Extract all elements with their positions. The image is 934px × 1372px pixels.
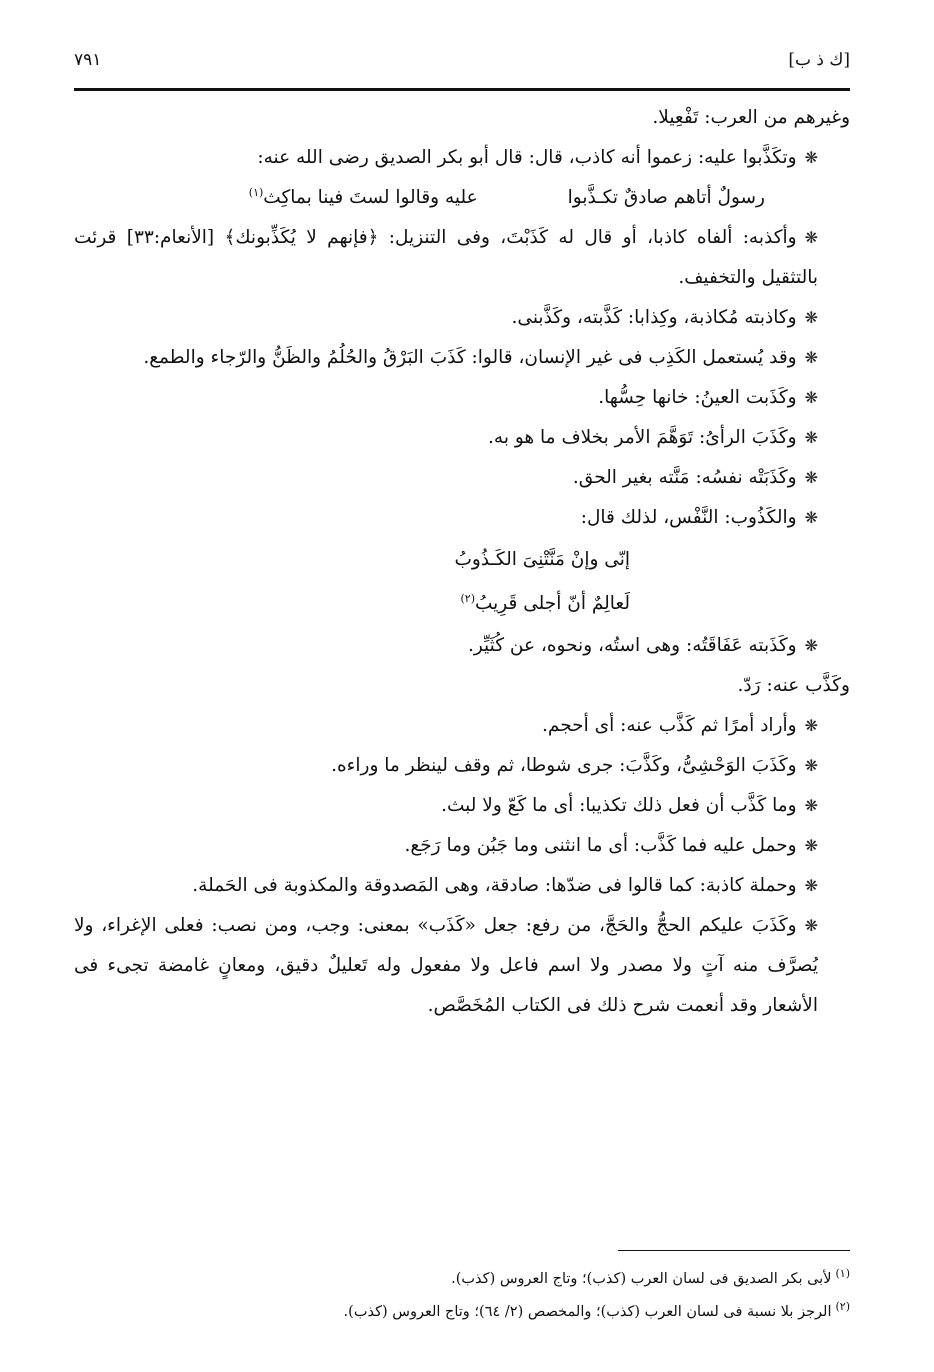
footnote-ref: (٢) (460, 591, 475, 605)
paragraph: ❋وحمل عليه فما كَذَّب: أى ما انثنى وما جَبُن وما رَجَع. (404, 835, 818, 856)
paragraph-marker-icon: ❋ (804, 388, 818, 407)
paragraph: ❋وكَذَبَ عليكم الحجُّ والحَجَّ، من رفع: جعل «كَذَب» بمعنى: وجب، ومن نصب: فعلى الإغراء، ولا يُصرَّف منه آتٍ ولا مصدر ولا اسم فاعل ولا مفعول وله تَعليلٌ دقيق، ومعانٍ غامضة تجىء فى الأشعار وقد أنعمت شرح ذلك فى الكتاب المُخَصَّص. (74, 915, 818, 1016)
footnote-mark: (٢) (835, 1299, 850, 1313)
paragraph-marker-icon: ❋ (804, 716, 818, 735)
paragraph-marker-icon: ❋ (804, 428, 818, 447)
book-page (74, 40, 850, 1340)
root-heading: [ك ذ ب] (788, 50, 850, 70)
paragraph: ❋وأراد أمرًا ثم كَذَّب عنه: أى أحجم. (542, 715, 818, 736)
footnotes (74, 1260, 850, 1326)
paragraph: ❋والكَذُوب: النَّفْس، لذلك قال: (580, 507, 818, 528)
paragraph: ❋وكَذَبَ الوَحْشِىُّ، وكَذَّبَ: جرى شوطا، ثم وقف لينظر ما وراءه. (331, 755, 818, 776)
paragraph: وكَذَّب عنه: رَدّ. (737, 675, 850, 696)
paragraph-marker-icon: ❋ (804, 508, 818, 527)
paragraph-marker-icon: ❋ (804, 228, 819, 247)
footnote: $^{(١)}$لأبى بكر الصديق فى لسان العرب (كذب)؛ وتاج العروس (كذب). (451, 1267, 850, 1287)
footnote-mark: (١) (835, 1267, 850, 1280)
paragraph: ❋وقد يُستعمل الكَذِب فى غير الإنسان، قالوا: كَذَبَ البَرْقُ والحُلُمُ والظَنُّ والرّجاء والطمع. (143, 347, 818, 368)
page-header (74, 50, 850, 80)
header-rule (74, 88, 850, 91)
verse-line: إنّى وإنْ مَنَّتْنِىَ الكَـذُوبُ (454, 549, 630, 570)
footnote-rule (618, 1250, 850, 1251)
paragraph-marker-icon: ❋ (804, 348, 818, 367)
paragraph: وغيرهم من العرب: تَفْعِيلا. (652, 107, 850, 128)
paragraph-marker-icon: ❋ (804, 148, 818, 167)
paragraph-marker-icon: ❋ (804, 916, 818, 935)
footnote: $^{(٢)}$الرجز بلا نسبة فى لسان العرب (كذب)؛ والمخصص (٢/ ٦٤)؛ وتاج العروس (كذب). (343, 1299, 850, 1320)
verse-hemistich-right: رسولٌ أتاهم صادقٌ تكـذَّبوا (567, 187, 765, 208)
paragraph: ❋وكاذبته مُكاذبة، وكِذابا: كَذَّبته، وكَذَّبنى. (511, 307, 818, 328)
verse-line (74, 178, 850, 218)
paragraph-marker-icon: ❋ (804, 308, 818, 327)
paragraph-marker-icon: ❋ (804, 756, 818, 775)
paragraph: ❋وكَذَبته عَفَاقَتُه: وهى استُه، ونحوه، عن كُثَيِّر. (467, 635, 818, 656)
paragraph: ❋وأكذبه: ألفاه كاذبا، أو قال له كَذَبْتَ، وفى التنزيل: ﴿فإنهم لا يُكَذِّبونك﴾ [الأنعام:٣٣] قرئت بالتثقيل والتخفيف. (74, 227, 819, 288)
paragraph: ❋وكَذَبت العينُ: خانها حِسُّها. (598, 387, 818, 408)
paragraph: ❋وكَذَبَ الرأىُ: تَوَهَّمَ الأمر بخلاف ما هو به. (488, 427, 818, 448)
paragraph-marker-icon: ❋ (804, 876, 818, 895)
paragraph: ❋وتكَذَّبوا عليه: زعموا أنه كاذب، قال: قال أبو بكر الصديق رضى الله عنه: (257, 147, 818, 168)
paragraph-marker-icon: ❋ (804, 636, 818, 655)
paragraph: ❋وكَذَبَتْه نفسُه: مَنَّته بغير الحق. (572, 467, 818, 488)
paragraph-marker-icon: ❋ (804, 836, 818, 855)
paragraph-marker-icon: ❋ (804, 468, 818, 487)
paragraph-marker-icon: ❋ (804, 796, 818, 815)
page-number: ٧٩١ (74, 50, 102, 70)
paragraph: ❋وما كَذَّب أن فعل ذلك تكذيبا: أى ما كَعّ ولا لبث. (441, 795, 818, 816)
paragraph: ❋وحملة كاذبة: كما قالوا فى ضدّها: صادقة، وهى المَصدوقة والمكذوبة فى الحَملة. (192, 875, 818, 896)
footnote-ref: (١) (248, 185, 264, 199)
verse-line: لَعالِمٌ أنّ أجلى قَرِيبُ$^{(٢)}$ (460, 591, 630, 614)
verse-hemistich-left: عليه وقالوا لستَ فينا بماكِث$^{(١)}$ (248, 185, 478, 208)
body-text (74, 98, 850, 1026)
